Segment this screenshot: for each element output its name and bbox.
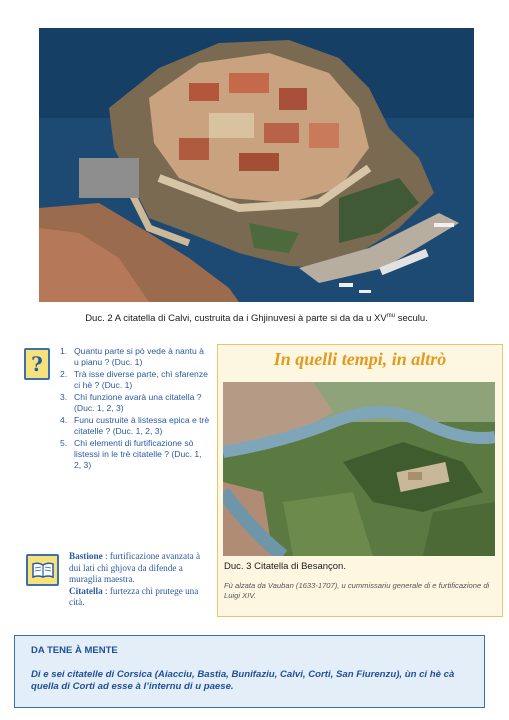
- glossary: [69, 551, 211, 609]
- box-title: In quelli tempi, in altrò: [273, 349, 447, 369]
- remember-title: DA TENE À MENTE: [31, 645, 118, 656]
- remember-box: [14, 635, 485, 708]
- question-icon: ?: [24, 348, 50, 380]
- glossary-entry-bastione: Bastione : furtificazione avanzata à dui lati chì ghjova da difende a muraglia maestra.: [69, 551, 201, 584]
- besancon-citadel-photo: [223, 382, 495, 556]
- question-list: [60, 346, 210, 472]
- question-item: 5. Chì elementi di furtificazione sò listessi in le trè citatelle ? (Duc. 1, 2, 3): [60, 438, 202, 470]
- question-item: 2. Trà isse diverse parte, chì sfarenze ci hè ? (Duc. 1): [60, 369, 208, 390]
- figure-caption-besancon: Duc. 3 Citatella di Besançon.: [224, 561, 346, 572]
- figure-caption-calvi: Duc. 2 A citatella di Calvi, custruita da i Ghjinuvesi à parte si da da u $XV^{mu}$ seculu.: [85, 313, 428, 325]
- calvi-citadel-photo: [39, 28, 474, 302]
- remember-text: Di e sei citatelle di Corsica (Aiacciu, Bastia, Bunifaziu, Calvi, Corti, San Fiurenzu), ùn ci hè cà quella di Corti ad esse à l’internu di u paese.: [31, 669, 455, 692]
- question-item: 4. Funu custruite à listessa epica e trè citatelle ? (Duc. 1, 2, 3): [60, 415, 210, 436]
- question-item: 1. Quantu parte si pò vede à nantu à u pianu ? (Duc. 1): [60, 346, 204, 367]
- question-item: 3. Chì funzione avarà una citatella ? (Duc. 1, 2, 3): [60, 392, 202, 413]
- glossary-entry-citatella: Citatella : furtezza chì prutege una cità.: [69, 585, 199, 607]
- in-quelli-tempi-box: [217, 344, 503, 617]
- book-icon: [26, 554, 59, 586]
- figure-note-besancon: Fù alzata da Vauban (1633-1707), u cummissariu generale di e furtificazione di Luigi XIV.: [224, 581, 490, 600]
